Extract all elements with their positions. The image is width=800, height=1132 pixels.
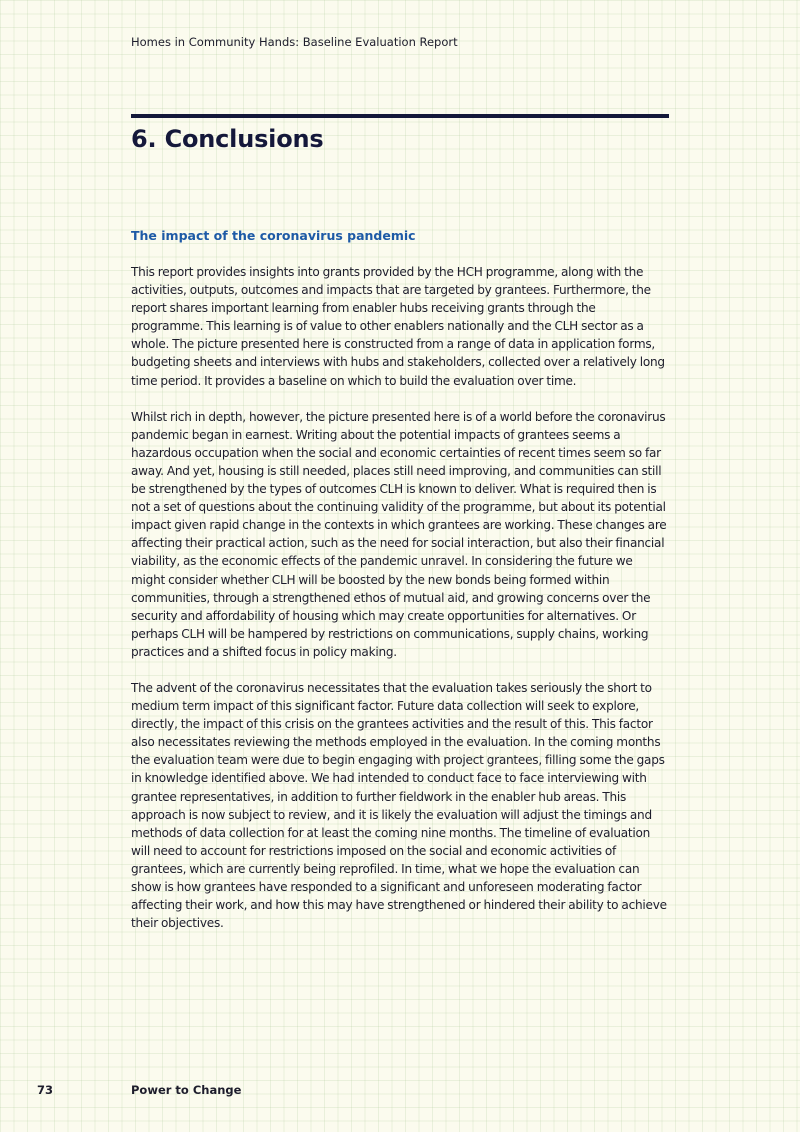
running-header: Homes in Community Hands: Baseline Evaluation Report [131,35,458,49]
page-number: 73 [37,1083,54,1097]
paragraph-2: Whilst rich in depth, however, the picture presented here is of a world before the coronavirus pandemic began in earnest. Writing about the potential impacts of grantees seems a hazardous occupation when the social and economic certainties of recent times seem so far away. And yet, housing is still needed, places still need improving, and communities can still be strengthened by the types of outcomes CLH is known to deliver. What is required then is not a set of questions about the continuing validity of the programme, but about its potential impact given rapid change in the contexts in which grantees are working. These changes are affecting their practical action, such as the need for social interaction, but also their financial viability, as the economic effects of the pandemic unravel. In considering the future we might consider whether CLH will be boosted by the new bonds being formed within communities, through a strengthened ethos of mutual aid, and growing concerns over the security and affordability of housing which may create opportunities for alternatives. Or perhaps CLH will be hampered by restrictions on communications, supply chains, working practices and a shifted focus in policy making. [131,409,667,659]
chapter-title: 6. Conclusions [131,125,324,153]
paragraph-3: The advent of the coronavirus necessitates that the evaluation takes seriously the short to medium term impact of this significant factor. Future data collection will seek to explore, directly, the impact of this crisis on the grantees activities and the result of this. This factor also necessitates reviewing the methods employed in the evaluation. In the coming months the evaluation team were due to begin engaging with project grantees, filling some the gaps in knowledge identified above. We had intended to conduct face to face interviewing with grantee representatives, in addition to further fieldwork in the enabler hub areas. This approach is now subject to review, and it is likely the evaluation will adjust the timings and methods of data collection for at least the coming nine months. The timeline of evaluation will need to account for restrictions imposed on the social and economic activities of grantees, which are currently being reprofiled. In time, what we hope the evaluation can show is how grantees have responded to a significant and unforeseen moderating factor affecting their work, and how this may have strengthened or hindered their ability to achieve their objectives. [131,680,667,931]
body-text [131,263,669,950]
paragraph-1: This report provides insights into grants provided by the HCH programme, along with the activities, outputs, outcomes and impacts that are targeted by grantees. Furthermore, the report shares important learning from enabler hubs receiving grants through the programme. This learning is of value to other enablers nationally and the CLH sector as a whole. The picture presented here is constructed from a range of data in application forms, budgeting sheets and interviews with hubs and stakeholders, collected over a relatively long time period. It provides a baseline on which to build the evaluation over time. [131,265,665,388]
footer-brand: Power to Change [131,1083,242,1097]
title-rule [131,114,669,118]
section-heading: The impact of the coronavirus pandemic [131,228,416,243]
